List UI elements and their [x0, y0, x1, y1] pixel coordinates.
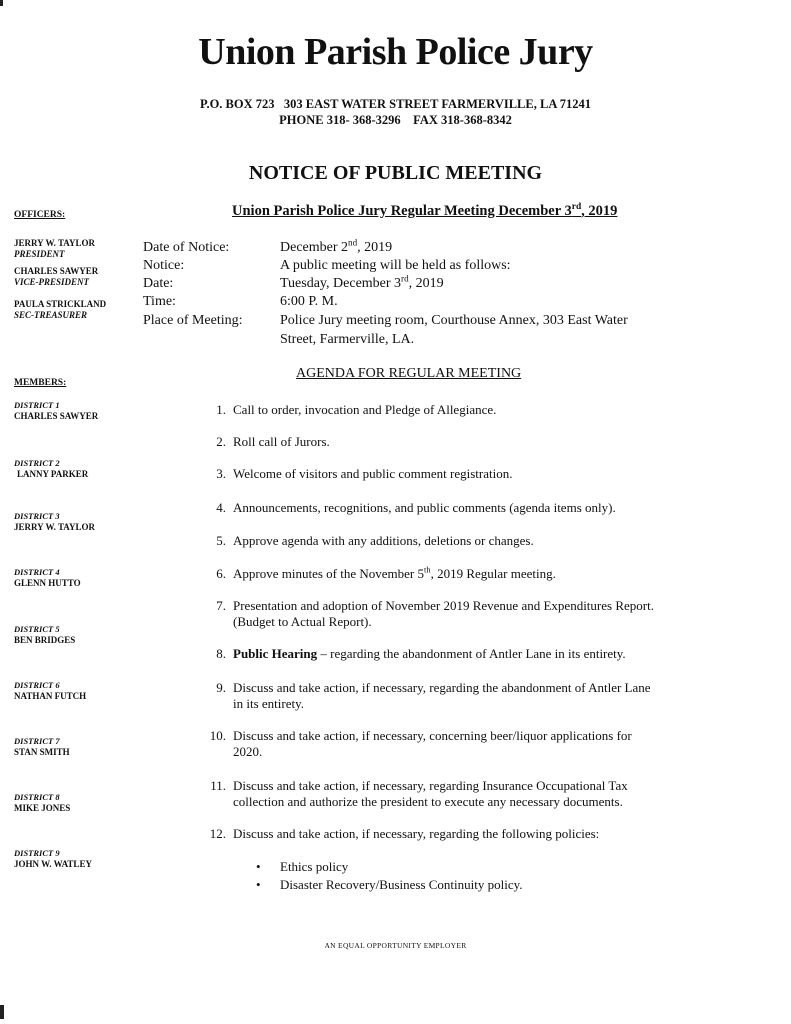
- agenda-item-number: 12.: [209, 826, 226, 841]
- member-district: DISTRICT 3: [14, 511, 60, 521]
- place-value: [280, 313, 680, 348]
- officer-entry: [14, 299, 106, 321]
- agenda-item-text: Welcome of visitors and public comment registration.: [233, 466, 513, 481]
- notice-value: A public meeting will be held as follows:: [280, 258, 511, 273]
- agenda-item-number: 2.: [216, 434, 226, 449]
- member-name: LANNY PARKER: [17, 469, 89, 479]
- place-line: Street, Farmerville, LA.: [280, 332, 415, 347]
- time-value: 6:00 P. M.: [280, 294, 338, 309]
- agenda-item-number: 10.: [209, 728, 226, 743]
- member-entry: [14, 624, 75, 646]
- member-entry: [14, 567, 81, 589]
- meeting-subtitle-text: Union Parish Police Jury Regular Meeting December 3: [232, 203, 572, 219]
- agenda-item-line: Presentation and adoption of November 2019 Revenue and Expenditures Report.: [233, 598, 654, 613]
- agenda-heading: AGENDA FOR REGULAR MEETING: [296, 366, 522, 381]
- agenda-item-line: Discuss and take action, if necessary, regarding Insurance Occupational Tax: [233, 778, 628, 793]
- date-of-notice-label: Date of Notice:: [143, 240, 230, 255]
- scan-edge-mark: [0, 1005, 4, 1019]
- time-label: Time:: [143, 294, 176, 309]
- agenda-item-line: Discuss and take action, if necessary, regarding the abandonment of Antler Lane: [233, 680, 651, 695]
- member-name: GLENN HUTTO: [14, 578, 81, 588]
- date-of-notice-sup: nd: [348, 237, 358, 248]
- agenda-item-line: 2020.: [233, 744, 263, 759]
- agenda-item-text: [233, 778, 693, 810]
- member-district: DISTRICT 8: [14, 792, 60, 802]
- agenda-item-text: Call to order, invocation and Pledge of Allegiance.: [233, 402, 497, 417]
- notice-label: Notice:: [143, 258, 185, 273]
- scan-edge-mark: [0, 0, 3, 6]
- member-name: BEN BRIDGES: [14, 635, 76, 645]
- bullet-icon: •: [256, 859, 261, 874]
- meeting-subtitle: [232, 203, 652, 220]
- member-entry: [14, 511, 95, 533]
- agenda-item-number: 9.: [216, 680, 226, 695]
- agenda-item-sup: th: [423, 564, 431, 575]
- agenda-item-text: [233, 646, 693, 662]
- member-name: CHARLES SAWYER: [14, 411, 99, 421]
- member-name: JOHN W. WATLEY: [14, 859, 92, 869]
- member-district: DISTRICT 5: [14, 624, 60, 634]
- policy-item: Ethics policy: [280, 859, 349, 874]
- public-hearing-label: Public Hearing: [233, 646, 318, 661]
- meeting-subtitle-sup: rd: [571, 202, 582, 213]
- agenda-item-text: Discuss and take action, if necessary, regarding the following policies:: [233, 826, 600, 841]
- agenda-item-text-part: , 2019 Regular meeting.: [430, 566, 556, 581]
- officer-name: JERRY W. TAYLOR: [14, 238, 95, 248]
- agenda-item-text: [233, 566, 693, 582]
- meeting-subtitle-year: , 2019: [581, 203, 618, 219]
- agenda-item-line: (Budget to Actual Report).: [233, 614, 372, 629]
- officer-name: PAULA STRICKLAND: [14, 299, 107, 309]
- agenda-item-text: [233, 598, 693, 630]
- member-district: DISTRICT 1: [14, 400, 60, 410]
- organization-title: Union Parish Police Jury: [198, 31, 593, 73]
- agenda-item-line: in its entirety.: [233, 696, 305, 711]
- member-entry: [14, 848, 92, 870]
- agenda-item-number: 1.: [216, 402, 226, 417]
- agenda-item-number: 7.: [216, 598, 226, 613]
- bullet-icon: •: [256, 877, 261, 892]
- member-name: JERRY W. TAYLOR: [14, 522, 95, 532]
- member-district: DISTRICT 7: [14, 736, 60, 746]
- date-text: Tuesday, December 3: [280, 276, 402, 291]
- phone-line: PHONE 318- 368-3296 FAX 318-368-8342: [279, 113, 512, 127]
- date-of-notice-year: , 2019: [357, 240, 393, 255]
- agenda-item-text-part: – regarding the abandonment of Antler Lane in its entirety.: [317, 646, 626, 661]
- agenda-item-text: Roll call of Jurors.: [233, 434, 330, 449]
- officer-entry: [14, 266, 98, 288]
- officer-entry: [14, 238, 95, 260]
- agenda-item-number: 4.: [216, 500, 226, 515]
- place-label: Place of Meeting:: [143, 313, 243, 328]
- date-sup: rd: [401, 273, 409, 284]
- agenda-item-text: [233, 680, 693, 712]
- officer-role: PRESIDENT: [14, 249, 65, 259]
- footer-text: AN EQUAL OPPORTUNITY EMPLOYER: [324, 941, 467, 950]
- date-year: , 2019: [408, 276, 444, 291]
- officer-role: SEC-TREASURER: [14, 310, 88, 320]
- agenda-item-text: Approve agenda with any additions, deletions or changes.: [233, 533, 534, 548]
- agenda-item-text: [233, 728, 693, 760]
- agenda-item-line: collection and authorize the president to execute any necessary documents.: [233, 794, 623, 809]
- member-entry: [14, 400, 98, 422]
- officer-role: VICE-PRESIDENT: [14, 277, 90, 287]
- member-entry: [14, 680, 86, 702]
- officer-name: CHARLES SAWYER: [14, 266, 99, 276]
- member-district: DISTRICT 9: [14, 848, 60, 858]
- date-of-notice-text: December 2: [280, 240, 349, 255]
- date-value: [280, 273, 680, 292]
- member-name: STAN SMITH: [14, 747, 70, 757]
- contact-block: [0, 96, 791, 128]
- notice-heading: NOTICE OF PUBLIC MEETING: [248, 162, 543, 184]
- member-district: DISTRICT 4: [14, 567, 60, 577]
- member-entry: [14, 736, 70, 758]
- place-line: Police Jury meeting room, Courthouse Annex, 303 East Water: [280, 313, 628, 328]
- agenda-item-number: 11.: [210, 778, 226, 793]
- policy-item: Disaster Recovery/Business Continuity policy.: [280, 877, 523, 892]
- address-line: P.O. BOX 723 303 EAST WATER STREET FARMERVILLE, LA 71241: [199, 97, 592, 111]
- agenda-item-number: 3.: [216, 466, 226, 481]
- agenda-item-text: Announcements, recognitions, and public comments (agenda items only).: [233, 500, 616, 515]
- member-entry: [14, 792, 70, 814]
- agenda-item-number: 6.: [216, 566, 226, 581]
- agenda-item-number: 5.: [216, 533, 226, 548]
- agenda-item-text-part: Approve minutes of the November 5: [233, 566, 424, 581]
- member-name: MIKE JONES: [14, 803, 71, 813]
- members-heading: MEMBERS:: [14, 378, 67, 388]
- date-label: Date:: [143, 276, 174, 291]
- member-name: NATHAN FUTCH: [14, 691, 87, 701]
- member-district: DISTRICT 6: [14, 680, 60, 690]
- agenda-item-line: Discuss and take action, if necessary, concerning beer/liquor applications for: [233, 728, 632, 743]
- member-district: DISTRICT 2: [14, 458, 60, 468]
- member-entry: [14, 458, 88, 480]
- agenda-item-number: 8.: [216, 646, 226, 661]
- date-of-notice-value: [280, 237, 680, 256]
- officers-heading: OFFICERS:: [14, 210, 66, 220]
